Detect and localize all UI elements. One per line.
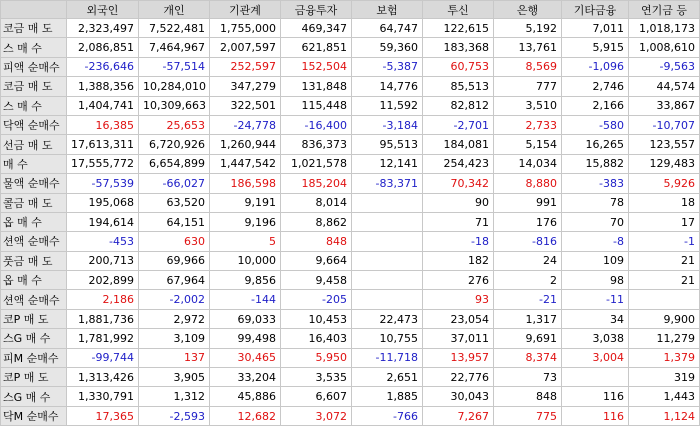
table-cell: 1,313,426: [67, 368, 139, 387]
table-cell: 7,267: [423, 406, 494, 425]
table-cell: -2,593: [139, 406, 210, 425]
table-row: [1, 96, 700, 115]
table-cell: 11,279: [629, 329, 700, 348]
table-cell: 1,260,944: [210, 135, 281, 154]
table-cell: 115,448: [281, 96, 352, 115]
table-cell: 186,598: [210, 174, 281, 193]
table-row: [1, 329, 700, 348]
table-cell: 15,882: [562, 154, 629, 173]
column-header[interactable]: 보험: [352, 1, 423, 19]
table-cell: 60,753: [423, 57, 494, 76]
table-cell: 9,900: [629, 309, 700, 328]
table-row: [1, 38, 700, 57]
table-cell: 71: [423, 212, 494, 231]
table-cell: 16,385: [67, 115, 139, 134]
table-cell: 5: [210, 232, 281, 251]
table-cell: 276: [423, 271, 494, 290]
row-label: 닥액 순매수: [1, 115, 67, 134]
row-label: 닥M 순매수: [1, 406, 67, 425]
column-header[interactable]: 은행: [494, 1, 562, 19]
table-cell: -21: [494, 290, 562, 309]
table-cell: 5,915: [562, 38, 629, 57]
table-cell: 469,347: [281, 19, 352, 38]
table-cell: 991: [494, 193, 562, 212]
table-cell: 202,899: [67, 271, 139, 290]
row-label: 션액 순매수: [1, 290, 67, 309]
table-cell: 22,473: [352, 309, 423, 328]
table-cell: 13,957: [423, 348, 494, 367]
table-cell: -580: [562, 115, 629, 134]
table-cell: 8,880: [494, 174, 562, 193]
table-cell: -99,744: [67, 348, 139, 367]
table-cell: -57,514: [139, 57, 210, 76]
table-cell: -205: [281, 290, 352, 309]
table-cell: 2,166: [562, 96, 629, 115]
row-label: 옵 매 수: [1, 271, 67, 290]
table-cell: 2,086,851: [67, 38, 139, 57]
row-label: 코금 매 도: [1, 19, 67, 38]
table-cell: [352, 251, 423, 270]
table-cell: 152,504: [281, 57, 352, 76]
row-label: 스 매 수: [1, 38, 67, 57]
table-cell: -5,387: [352, 57, 423, 76]
table-cell: 14,776: [352, 77, 423, 96]
column-header[interactable]: 외국인: [67, 1, 139, 19]
table-cell: 12,682: [210, 406, 281, 425]
table-cell: 2,746: [562, 77, 629, 96]
column-header[interactable]: 투신: [423, 1, 494, 19]
table-cell: 630: [139, 232, 210, 251]
table-cell: 10,755: [352, 329, 423, 348]
table-cell: 1,018,173: [629, 19, 700, 38]
table-cell: 9,458: [281, 271, 352, 290]
table-cell: -2,002: [139, 290, 210, 309]
table-cell: 21: [629, 271, 700, 290]
table-cell: 21: [629, 251, 700, 270]
table-cell: 347,279: [210, 77, 281, 96]
table-cell: 621,851: [281, 38, 352, 57]
table-cell: 1,881,736: [67, 309, 139, 328]
table-cell: -8: [562, 232, 629, 251]
table-cell: 5,192: [494, 19, 562, 38]
table-cell: -18: [423, 232, 494, 251]
row-label: 션액 순매수: [1, 232, 67, 251]
table-cell: -11,718: [352, 348, 423, 367]
table-cell: 11,592: [352, 96, 423, 115]
table-cell: 73: [494, 368, 562, 387]
table-cell: 6,720,926: [139, 135, 210, 154]
column-header[interactable]: 기관계: [210, 1, 281, 19]
row-label: 풋금 매 도: [1, 251, 67, 270]
row-label: 피M 순매수: [1, 348, 67, 367]
table-cell: 2,733: [494, 115, 562, 134]
table-cell: 5,926: [629, 174, 700, 193]
table-row: [1, 368, 700, 387]
table-cell: -2,701: [423, 115, 494, 134]
table-cell: 1,404,741: [67, 96, 139, 115]
table-row: [1, 77, 700, 96]
table-cell: 69,033: [210, 309, 281, 328]
table-cell: 3,905: [139, 368, 210, 387]
row-label: 스G 매 수: [1, 387, 67, 406]
table-cell: -236,646: [67, 57, 139, 76]
table-cell: -3,184: [352, 115, 423, 134]
table-cell: 7,522,481: [139, 19, 210, 38]
table-cell: -453: [67, 232, 139, 251]
table-row: [1, 232, 700, 251]
table-cell: 116: [562, 387, 629, 406]
table-cell: 18: [629, 193, 700, 212]
table-cell: 194,614: [67, 212, 139, 231]
table-cell: 183,368: [423, 38, 494, 57]
table-row: [1, 406, 700, 425]
table-cell: -11: [562, 290, 629, 309]
table-row: [1, 193, 700, 212]
table-cell: -57,539: [67, 174, 139, 193]
table-cell: 195,068: [67, 193, 139, 212]
column-header[interactable]: 개인: [139, 1, 210, 19]
table-cell: 1,781,992: [67, 329, 139, 348]
table-cell: 3,109: [139, 329, 210, 348]
row-label: 매 수: [1, 154, 67, 173]
table-cell: 30,465: [210, 348, 281, 367]
table-cell: 5,950: [281, 348, 352, 367]
table-row: [1, 19, 700, 38]
row-label: 물액 순매수: [1, 174, 67, 193]
table-cell: -383: [562, 174, 629, 193]
table-cell: 13,761: [494, 38, 562, 57]
table-row: [1, 387, 700, 406]
table-cell: 69,966: [139, 251, 210, 270]
table-cell: 12,141: [352, 154, 423, 173]
table-cell: 16,403: [281, 329, 352, 348]
table-cell: 6,654,899: [139, 154, 210, 173]
table-cell: 1,885: [352, 387, 423, 406]
table-cell: [352, 271, 423, 290]
table-cell: 2,007,597: [210, 38, 281, 57]
table-cell: -10,707: [629, 115, 700, 134]
table-cell: 254,423: [423, 154, 494, 173]
row-label: 옵 매 수: [1, 212, 67, 231]
table-cell: 95,513: [352, 135, 423, 154]
table-cell: 7,464,967: [139, 38, 210, 57]
table-cell: 3,072: [281, 406, 352, 425]
table-cell: 182: [423, 251, 494, 270]
table-cell: 63,520: [139, 193, 210, 212]
table-cell: 33,204: [210, 368, 281, 387]
table-cell: 90: [423, 193, 494, 212]
table-cell: 2,323,497: [67, 19, 139, 38]
table-cell: 2,651: [352, 368, 423, 387]
table-cell: 7,011: [562, 19, 629, 38]
table-cell: 9,191: [210, 193, 281, 212]
table-cell: 34: [562, 309, 629, 328]
table-cell: 1,008,610: [629, 38, 700, 57]
table-cell: 5,154: [494, 135, 562, 154]
table-cell: 10,309,663: [139, 96, 210, 115]
table-cell: 322,501: [210, 96, 281, 115]
table-row: [1, 212, 700, 231]
table-cell: 70: [562, 212, 629, 231]
table-cell: 777: [494, 77, 562, 96]
table-cell: -144: [210, 290, 281, 309]
table-cell: 2,972: [139, 309, 210, 328]
table-cell: 2,186: [67, 290, 139, 309]
table-cell: 64,747: [352, 19, 423, 38]
table-cell: 99,498: [210, 329, 281, 348]
table-row: [1, 115, 700, 134]
table-cell: 176: [494, 212, 562, 231]
table-cell: 82,812: [423, 96, 494, 115]
table-cell: 78: [562, 193, 629, 212]
table-cell: 200,713: [67, 251, 139, 270]
table-cell: 93: [423, 290, 494, 309]
table-cell: 9,691: [494, 329, 562, 348]
table-row: [1, 135, 700, 154]
table-cell: 8,862: [281, 212, 352, 231]
row-label: 선금 매 도: [1, 135, 67, 154]
table-cell: 1,755,000: [210, 19, 281, 38]
table-cell: 1,317: [494, 309, 562, 328]
table-cell: 25,653: [139, 115, 210, 134]
table-cell: 1,443: [629, 387, 700, 406]
table-cell: 129,483: [629, 154, 700, 173]
table-cell: [352, 212, 423, 231]
table-cell: 836,373: [281, 135, 352, 154]
header-corner[interactable]: [1, 1, 67, 19]
table-cell: 16,265: [562, 135, 629, 154]
table-cell: 3,004: [562, 348, 629, 367]
table-cell: -66,027: [139, 174, 210, 193]
table-row: [1, 348, 700, 367]
row-label: 콜금 매 도: [1, 193, 67, 212]
table-cell: 3,535: [281, 368, 352, 387]
table-cell: 1,379: [629, 348, 700, 367]
table-cell: 9,856: [210, 271, 281, 290]
table-cell: 1,330,791: [67, 387, 139, 406]
table-cell: 137: [139, 348, 210, 367]
table-cell: 10,284,010: [139, 77, 210, 96]
table-row: [1, 290, 700, 309]
table-cell: 9,196: [210, 212, 281, 231]
table-row: [1, 309, 700, 328]
table-cell: 116: [562, 406, 629, 425]
table-cell: -83,371: [352, 174, 423, 193]
row-label: 코P 매 도: [1, 309, 67, 328]
table-cell: 70,342: [423, 174, 494, 193]
table-cell: -9,563: [629, 57, 700, 76]
table-cell: 17,365: [67, 406, 139, 425]
table-cell: 8,374: [494, 348, 562, 367]
table-cell: 6,607: [281, 387, 352, 406]
table-cell: 10,453: [281, 309, 352, 328]
table-row: [1, 251, 700, 270]
table-cell: 23,054: [423, 309, 494, 328]
table-cell: 1,124: [629, 406, 700, 425]
table-cell: 33,867: [629, 96, 700, 115]
table-cell: [562, 368, 629, 387]
table-cell: 1,021,578: [281, 154, 352, 173]
table-cell: 85,513: [423, 77, 494, 96]
table-cell: 10,000: [210, 251, 281, 270]
row-label: 피액 순매수: [1, 57, 67, 76]
table-cell: 3,510: [494, 96, 562, 115]
table-cell: 185,204: [281, 174, 352, 193]
table-cell: 1,312: [139, 387, 210, 406]
table-cell: 98: [562, 271, 629, 290]
row-label: 스 매 수: [1, 96, 67, 115]
row-label: 스G 매 수: [1, 329, 67, 348]
table-cell: -766: [352, 406, 423, 425]
table-cell: -24,778: [210, 115, 281, 134]
table-cell: 8,014: [281, 193, 352, 212]
table-cell: 1,447,542: [210, 154, 281, 173]
table-row: [1, 154, 700, 173]
table-cell: 848: [281, 232, 352, 251]
column-header[interactable]: 연기금 등: [629, 1, 700, 19]
table-cell: 848: [494, 387, 562, 406]
table-cell: 122,615: [423, 19, 494, 38]
column-header[interactable]: 기타금융: [562, 1, 629, 19]
row-label: 코금 매 도: [1, 77, 67, 96]
table-cell: [352, 232, 423, 251]
table-cell: [352, 290, 423, 309]
row-label: 코P 매 도: [1, 368, 67, 387]
table-cell: 67,964: [139, 271, 210, 290]
table-cell: 44,574: [629, 77, 700, 96]
table-cell: 17,613,311: [67, 135, 139, 154]
table-cell: 109: [562, 251, 629, 270]
table-cell: [629, 290, 700, 309]
table-cell: 59,360: [352, 38, 423, 57]
table-cell: 30,043: [423, 387, 494, 406]
table-cell: 17,555,772: [67, 154, 139, 173]
table-cell: [352, 193, 423, 212]
table-row: [1, 271, 700, 290]
table-cell: 37,011: [423, 329, 494, 348]
table-cell: 131,848: [281, 77, 352, 96]
table-cell: 2: [494, 271, 562, 290]
table-cell: 184,081: [423, 135, 494, 154]
table-cell: 319: [629, 368, 700, 387]
table-cell: 24: [494, 251, 562, 270]
table-cell: 22,776: [423, 368, 494, 387]
table-row: [1, 57, 700, 76]
table-cell: -16,400: [281, 115, 352, 134]
table-cell: 3,038: [562, 329, 629, 348]
table-cell: 1,388,356: [67, 77, 139, 96]
table-row: [1, 174, 700, 193]
table-cell: 123,557: [629, 135, 700, 154]
table-cell: 252,597: [210, 57, 281, 76]
header-row: [1, 1, 700, 19]
table-cell: -816: [494, 232, 562, 251]
table-cell: 17: [629, 212, 700, 231]
table-cell: 775: [494, 406, 562, 425]
table-cell: 64,151: [139, 212, 210, 231]
table-cell: -1: [629, 232, 700, 251]
column-header[interactable]: 금융투자: [281, 1, 352, 19]
table-cell: 45,886: [210, 387, 281, 406]
table-cell: 14,034: [494, 154, 562, 173]
table-cell: -1,096: [562, 57, 629, 76]
table-cell: 8,569: [494, 57, 562, 76]
table-cell: 9,664: [281, 251, 352, 270]
